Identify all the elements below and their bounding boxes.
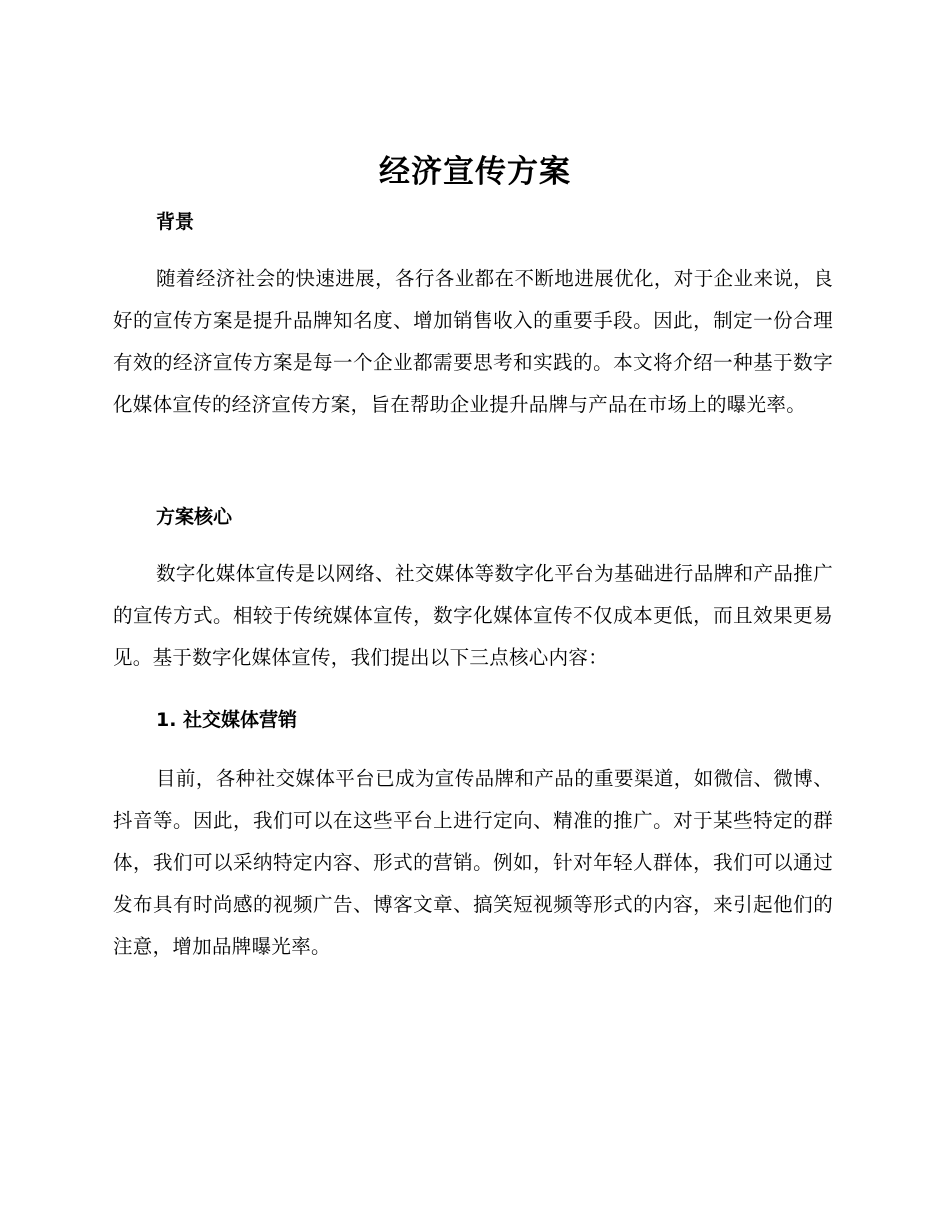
section-heading-social-media: 1. 社交媒体营销 — [156, 709, 298, 731]
section-heading-background: 背景 — [156, 211, 195, 233]
section-body-background: 随着经济社会的快速进展，各行各业都在不断地进展优化，对于企业来说，良好的宣传方案是提升品牌知名度、增加销售收入的重要手段。因此，制定一份合理有效的经济宣传方案是每一个企业都需要思考和实践的。本文将介绍一种基于数字化媒体宣传的经济宣传方案，旨在帮助企业提升品牌与产品在市场上的曝光率。 — [113, 267, 833, 416]
section-body-social-media: 目前，各种社交媒体平台已成为宣传品牌和产品的重要渠道，如微信、微博、抖音等。因此，我们可以在这些平台上进行定向、精准的推广。对于某些特定的群体，我们可以采纳特定内容、形式的营销。例如，针对年轻人群体，我们可以通过发布具有时尚感的视频广告、博客文章、搞笑短视频等形式的内容，来引起他们的注意，增加品牌曝光率。 — [113, 767, 833, 958]
section-heading-core: 方案核心 — [156, 506, 233, 528]
document-title: 经济宣传方案 — [379, 154, 571, 190]
section-body-core: 数字化媒体宣传是以网络、社交媒体等数字化平台为基础进行品牌和产品推广的宣传方式。相较于传统媒体宣传，数字化媒体宣传不仅成本更低，而且效果更易见。基于数字化媒体宣传，我们提出以下三点核心内容： — [113, 562, 833, 669]
